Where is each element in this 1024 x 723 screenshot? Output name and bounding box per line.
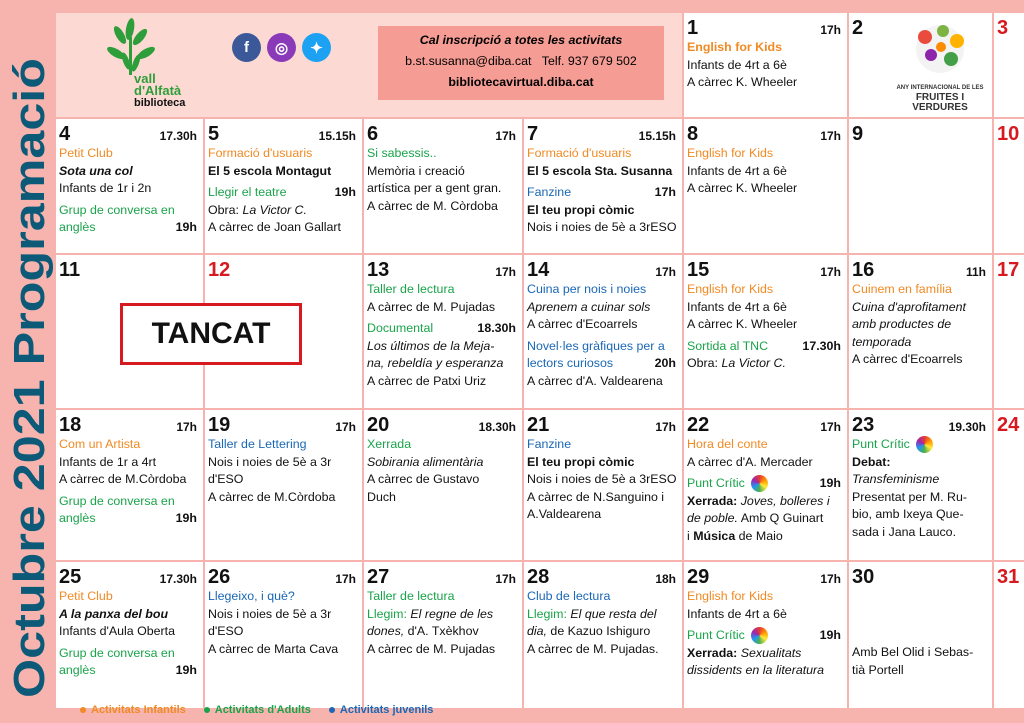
event-title: Grup de conversa en: [59, 202, 175, 217]
event-detail: Aprenem a cuinar sols: [527, 299, 651, 314]
event-time: 20h: [654, 356, 676, 371]
day-cell-19: [205, 410, 362, 560]
event-title: Cuina per nois i noies: [527, 282, 647, 296]
event-title: anglès: [59, 220, 96, 235]
day-number: 12: [208, 259, 231, 281]
event-detail: La Victor C.: [242, 202, 307, 217]
event-title: lectors curiosos: [527, 356, 614, 371]
day-number: 8: [687, 123, 699, 145]
event-title: Hora del conte: [687, 437, 768, 451]
event-detail: temporada: [852, 334, 912, 349]
event-time: 15.15h: [318, 129, 356, 143]
event-detail: A càrrec de Patxi Uriz: [367, 373, 487, 388]
event-detail: Transfeminisme: [852, 472, 940, 487]
event-title: Taller de lectura: [367, 282, 455, 296]
event-detail: tià Portell: [852, 662, 904, 677]
event-time: 17h: [820, 265, 841, 279]
facebook-icon[interactable]: f: [232, 33, 261, 62]
event-title: Fanzine: [527, 185, 572, 200]
event-time: 19h: [175, 220, 197, 235]
event-detail: Nois i noies de 5è a 3rESO: [527, 220, 677, 235]
day-cell-9: [849, 119, 992, 253]
legend-label: Activitats Infantils: [91, 704, 186, 716]
event-detail: Nois i noies de 5è a 3r: [208, 454, 332, 469]
info-box: [378, 26, 664, 100]
event-detail: Sota una col: [59, 163, 133, 178]
event-detail: Infants d'Aula Oberta: [59, 624, 176, 639]
social-links: [232, 33, 331, 62]
event-title: Xerrada: [367, 437, 412, 451]
event-time: 17h: [820, 572, 841, 586]
day-number: 25: [59, 566, 82, 588]
event-detail: Los últimos de la Meja-: [367, 338, 495, 353]
calendar-grid: [56, 13, 1020, 700]
library-logo: [80, 15, 200, 115]
event-time: 17.30h: [802, 338, 841, 353]
event-detail: A càrrec de Joan Gallart: [208, 220, 341, 235]
event-time: 19h: [175, 511, 197, 526]
event-detail: Presentat per M. Ru-: [852, 489, 968, 504]
day-cell-23: [849, 410, 992, 560]
page-title: Octubre 2021 Programació: [5, 137, 54, 698]
event-detail: Llegim:: [527, 606, 571, 621]
event-detail: A càrrec d'Ecoarrels: [527, 317, 638, 332]
day-number: 18: [59, 414, 82, 436]
event-detail: A càrrec de M.Còrdoba: [208, 489, 336, 504]
day-number: 27: [367, 566, 390, 588]
event-detail: Llegim:: [367, 606, 411, 621]
event-detail: A càrrec K. Wheeler: [687, 317, 798, 332]
event-detail: Debat:: [852, 454, 891, 469]
event-detail: Nois i noies de 5è a 3r: [208, 606, 332, 621]
fruits-text-1: ANY INTERNACIONAL DE LES: [896, 84, 984, 91]
rainbow-icon: [751, 627, 768, 644]
logo-line-1: vall: [134, 71, 156, 86]
day-cell-4: [56, 119, 203, 253]
event-title: English for Kids: [687, 589, 774, 603]
event-detail: A càrrec de M. Pujadas: [367, 299, 496, 314]
day-number: 4: [59, 123, 71, 145]
legend-item-juvenils: [329, 704, 434, 716]
event-time: 17h: [176, 420, 197, 434]
event-time: 17h: [335, 420, 356, 434]
day-cell-14: [524, 255, 682, 408]
event-detail: Obra:: [687, 356, 722, 371]
day-cell-2: [849, 13, 992, 117]
event-time: 17h: [820, 23, 841, 37]
day-cell-8: [684, 119, 847, 253]
logo-line-2: d'Alfatà: [134, 83, 182, 98]
event-detail: de Maio: [735, 528, 783, 543]
event-detail: Música: [693, 528, 736, 543]
day-cell-25: [56, 562, 203, 708]
event-detail: bio, amb Ixeya Que-: [852, 507, 964, 522]
day-number: 7: [527, 123, 539, 145]
closed-label: TANCAT: [120, 303, 302, 365]
fruits-icon: [895, 17, 985, 77]
event-title: Documental: [367, 321, 434, 336]
event-detail: Infants de 1r i 2n: [59, 181, 152, 196]
day-cell-20: [364, 410, 522, 560]
event-time: 17.30h: [159, 572, 197, 586]
day-number: 17: [997, 259, 1020, 281]
event-detail: A càrrec K. Wheeler: [687, 181, 798, 196]
legend-item-adults: [204, 704, 311, 716]
legend-label: Activitats d'Adults: [214, 704, 311, 716]
event-title: Punt Crític: [852, 437, 910, 451]
event-time: 18.30h: [477, 321, 516, 336]
event-title: English for Kids: [687, 40, 782, 54]
event-detail: Sexualitats: [740, 645, 802, 660]
event-title: Novel·les gràfiques per a: [527, 338, 665, 353]
day-number: 30: [852, 566, 875, 588]
event-time: 11h: [965, 265, 986, 279]
event-detail: El regne de les: [410, 606, 494, 621]
day-cell-1: [684, 13, 847, 117]
event-detail: El teu propi còmic: [527, 454, 635, 469]
day-cell-24: [994, 410, 1024, 560]
event-title: Grup de conversa en: [59, 645, 175, 660]
event-detail: Infants de 4rt a 6è: [687, 163, 787, 178]
day-cell-3: [994, 13, 1024, 117]
event-detail: A càrrec de M. Pujadas.: [527, 641, 659, 656]
day-cell-26: [205, 562, 362, 708]
day-cell-6: [364, 119, 522, 253]
event-detail: La Victor C.: [721, 356, 786, 371]
event-time: 18h: [655, 572, 676, 586]
day-number: 19: [208, 414, 231, 436]
event-detail: i: [687, 528, 694, 543]
event-detail: de poble.: [687, 511, 738, 526]
event-detail: El 5 escola Montagut: [208, 163, 332, 178]
day-number: 11: [59, 259, 81, 281]
day-cell-28: [524, 562, 682, 708]
event-time: 18.30h: [478, 420, 516, 434]
event-title: Club de lectura: [527, 589, 611, 603]
event-time: 17h: [654, 185, 676, 200]
day-cell-31: [994, 562, 1024, 708]
event-detail: Infants de 1r a 4rt: [59, 454, 157, 469]
event-detail: A.Valdearena: [527, 507, 602, 522]
day-number: 13: [367, 259, 390, 281]
info-web[interactable]: bibliotecavirtual.diba.cat: [448, 75, 594, 89]
event-time: 19h: [819, 476, 841, 491]
event-title: Formació d'usuaris: [208, 146, 313, 160]
event-time: 17h: [820, 420, 841, 434]
event-detail: A càrrec d'A. Mercader: [687, 454, 813, 469]
event-detail: Amb Q Guinart: [737, 511, 824, 526]
event-title: Sortida al TNC: [687, 338, 769, 353]
event-detail: El teu propi còmic: [527, 202, 635, 217]
event-detail: Infants de 4rt a 6è: [687, 606, 787, 621]
event-detail: dia,: [527, 624, 547, 639]
event-time: 17h: [335, 572, 356, 586]
event-detail: dones,: [367, 624, 405, 639]
event-detail: Obra:: [208, 202, 243, 217]
day-cell-10: [994, 119, 1024, 253]
legend: [80, 704, 433, 716]
event-detail: de Kazuo Ishiguro: [546, 624, 651, 639]
twitter-icon[interactable]: ✦: [302, 33, 331, 62]
event-detail: Joves, bolleres i: [740, 493, 830, 508]
day-number: 31: [997, 566, 1020, 588]
day-number: 20: [367, 414, 390, 436]
event-detail: A càrrec de Gustavo: [367, 472, 480, 487]
event-detail: na, rebeldía y esperanza: [367, 356, 504, 371]
event-detail: Cuina d'aprofitament: [852, 299, 966, 314]
event-detail: artística per a gent gran.: [367, 181, 502, 196]
day-number: 23: [852, 414, 875, 436]
event-detail: Nois i noies de 5è a 3rESO: [527, 472, 677, 487]
event-detail: Infants de 4rt a 6è: [687, 299, 787, 314]
day-cell-7: [524, 119, 682, 253]
event-title: Formació d'usuaris: [527, 146, 632, 160]
day-cell-29: [684, 562, 847, 708]
event-title: Si sabessis..: [367, 146, 437, 160]
event-title: anglès: [59, 663, 96, 678]
day-number: 10: [997, 123, 1020, 145]
event-time: 17h: [655, 265, 676, 279]
day-number: 29: [687, 566, 710, 588]
event-title: Llegir el teatre: [208, 185, 287, 200]
info-email[interactable]: b.st.susanna@diba.cat: [405, 54, 532, 68]
event-title: Petit Club: [59, 146, 113, 160]
day-number: 16: [852, 259, 875, 281]
rainbow-icon: [916, 436, 933, 453]
event-detail: Xerrada:: [687, 645, 741, 660]
day-number: 3: [997, 17, 1009, 39]
event-time: 19h: [175, 663, 197, 678]
event-detail: A càrrec de Marta Cava: [208, 641, 339, 656]
day-number: 2: [852, 17, 864, 39]
event-title: English for Kids: [687, 146, 774, 160]
event-title: Punt Crític: [687, 628, 745, 643]
day-cell-16: [849, 255, 992, 408]
vertical-title: [0, 0, 56, 723]
day-cell-18: [56, 410, 203, 560]
event-detail: A càrrec de M. Còrdoba: [367, 198, 498, 213]
day-number: 14: [527, 259, 550, 281]
event-detail: Amb Bel Olid i Sebas-: [852, 645, 974, 659]
event-time: 15.15h: [638, 129, 676, 143]
legend-item-infantils: [80, 704, 186, 716]
event-title: Grup de conversa en: [59, 493, 175, 508]
event-detail: amb productes de: [852, 317, 952, 332]
day-cell-17: [994, 255, 1024, 408]
event-detail: El que resta del: [570, 606, 657, 621]
event-title: Llegeixo, i què?: [208, 589, 295, 603]
day-number: 26: [208, 566, 231, 588]
event-detail: A càrrec de N.Sanguino i: [527, 489, 665, 504]
day-number: 22: [687, 414, 710, 436]
logo-line-3: biblioteca: [134, 97, 186, 109]
event-detail: A càrrec K. Wheeler: [687, 75, 798, 90]
event-detail: A càrrec de M.Còrdoba: [59, 472, 187, 487]
event-time: 17h: [655, 420, 676, 434]
day-number: 21: [527, 414, 550, 436]
event-time: 17.30h: [159, 129, 197, 143]
day-cell-30: [849, 562, 992, 708]
event-title: Petit Club: [59, 589, 113, 603]
event-time: 19h: [819, 628, 841, 643]
day-number: 24: [997, 414, 1020, 436]
day-cell-27: [364, 562, 522, 708]
day-number: 6: [367, 123, 379, 145]
event-detail: sada i Jana Lauco.: [852, 524, 957, 539]
event-time: 19.30h: [948, 420, 986, 434]
day-cell-15: [684, 255, 847, 408]
event-time: 19h: [334, 185, 356, 200]
event-time: 17h: [495, 265, 516, 279]
info-title: Cal inscripció a totes les activitats: [419, 33, 623, 47]
legend-label: Activitats juvenils: [339, 704, 434, 716]
event-detail: A càrrec d'A. Valdearena: [527, 373, 663, 388]
event-detail: Xerrada:: [687, 493, 741, 508]
day-cell-5: [205, 119, 362, 253]
day-number: 28: [527, 566, 550, 588]
event-detail: dissidents en la literatura: [687, 663, 825, 678]
event-title: Com un Artista: [59, 437, 141, 451]
day-cell-22: [684, 410, 847, 560]
event-detail: Memòria i creació: [367, 163, 465, 178]
event-detail: d'ESO: [208, 624, 244, 639]
rainbow-icon: [751, 475, 768, 492]
fruits-year-logo: [895, 17, 985, 113]
day-number: 1: [687, 17, 699, 39]
event-title: Fanzine: [527, 437, 572, 451]
event-title: Cuinem en família: [852, 282, 952, 296]
event-detail: A càrrec de M. Pujadas: [367, 641, 496, 656]
day-cell-13: [364, 255, 522, 408]
event-detail: A càrrec d'Ecoarrels: [852, 352, 963, 367]
event-time: 17h: [820, 129, 841, 143]
day-number: 9: [852, 123, 864, 145]
event-title: English for Kids: [687, 282, 774, 296]
event-title: Taller de Lettering: [208, 437, 307, 451]
event-detail: Duch: [367, 489, 396, 504]
header-banner: [56, 13, 682, 117]
event-detail: d'A. Txèkhov: [404, 624, 479, 639]
event-detail: Infants de 4rt a 6è: [687, 57, 787, 72]
event-time: 17h: [495, 129, 516, 143]
event-title: anglès: [59, 511, 96, 526]
event-title: Taller de lectura: [367, 589, 455, 603]
day-number: 5: [208, 123, 220, 145]
event-detail: El 5 escola Sta. Susanna: [527, 163, 673, 178]
instagram-icon[interactable]: ◎: [267, 33, 296, 62]
info-phone: Telf. 937 679 502: [541, 54, 637, 68]
event-detail: Sobirania alimentària: [367, 454, 484, 469]
event-time: 17h: [495, 572, 516, 586]
event-detail: d'ESO: [208, 472, 244, 487]
event-title: Punt Crític: [687, 476, 745, 491]
fruits-text-2: FRUITES I VERDURES: [912, 91, 968, 113]
day-cell-21: [524, 410, 682, 560]
day-number: 15: [687, 259, 710, 281]
event-detail: A la panxa del bou: [59, 606, 169, 621]
